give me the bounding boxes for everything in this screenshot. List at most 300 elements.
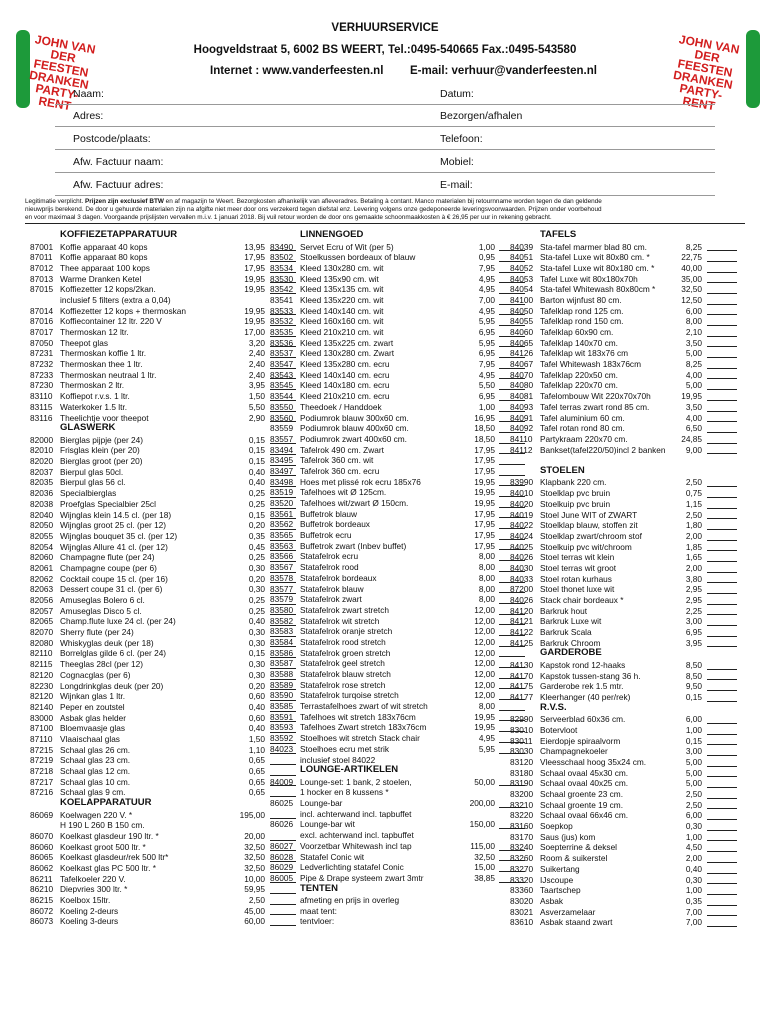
- quantity-field[interactable]: [707, 744, 737, 745]
- list-item: [270, 690, 530, 701]
- item-price: 3,80: [685, 573, 702, 584]
- item-description: Kleed 210x210 cm. wit: [300, 327, 384, 337]
- item-code: 83536: [270, 337, 294, 348]
- item-code: 82063: [30, 584, 54, 595]
- list-item: [270, 423, 530, 434]
- item-description: Statafelrok rose stretch: [300, 679, 386, 690]
- item-price: 13,95: [244, 241, 265, 252]
- quantity-field[interactable]: [707, 272, 737, 273]
- item-description: Tafelhoes Zwart stretch 183x76cm: [300, 722, 427, 733]
- list-item: [30, 648, 300, 659]
- item-price: 32,50: [474, 851, 495, 862]
- quantity-field[interactable]: [707, 346, 737, 347]
- item-description: Theelichtje voor theepot: [60, 412, 149, 423]
- item-price: 0,65: [248, 787, 265, 798]
- item-code: 84022: [510, 520, 534, 531]
- item-description: Kleed 140x140 cm. wit: [300, 305, 384, 316]
- item-description: Tafelklap 220x70 cm.: [540, 380, 618, 391]
- quantity-field[interactable]: [707, 787, 737, 788]
- list-item: [30, 595, 300, 606]
- quantity-field[interactable]: [707, 873, 737, 874]
- quantity-field[interactable]: [707, 282, 737, 283]
- quantity-field[interactable]: [707, 926, 737, 927]
- quantity-field[interactable]: [707, 646, 737, 647]
- quantity-field[interactable]: [707, 701, 737, 702]
- quantity-field[interactable]: [707, 561, 737, 562]
- item-description: Diepvries 300 ltr. *: [60, 884, 128, 895]
- item-code: 84055: [510, 316, 534, 327]
- list-item: [510, 563, 745, 574]
- item-description: Koffiezetter 12 kops + thermoskan: [60, 305, 186, 316]
- item-code: 83541: [270, 294, 294, 305]
- item-code: 84080: [510, 380, 534, 391]
- list-item: [30, 477, 300, 488]
- item-description: Eierdopje spiraalvorm: [540, 735, 621, 746]
- quantity-field[interactable]: [707, 293, 737, 294]
- item-code: 86005: [270, 872, 294, 883]
- item-description: Soepterrine & deksel: [540, 842, 618, 853]
- item-code: 82140: [30, 701, 54, 712]
- item-price: 0,20: [248, 573, 265, 584]
- quantity-field[interactable]: [707, 840, 737, 841]
- quantity-field[interactable]: [707, 636, 737, 637]
- item-description: Stoel terras wit klein: [540, 552, 615, 563]
- item-code: 84052: [510, 262, 534, 273]
- item-price: 2,50: [685, 509, 702, 520]
- list-item: [30, 488, 300, 499]
- list-item: [270, 477, 530, 488]
- item-description: Statafelrok rood stretch: [300, 636, 386, 647]
- item-price: 12,00: [474, 679, 495, 690]
- item-code: 87016: [30, 316, 54, 327]
- item-price: 6,95: [478, 327, 495, 337]
- item-code: 86029: [270, 862, 294, 873]
- item-description: Bloemvaasje glas: [60, 723, 126, 734]
- item-code: 82020: [30, 456, 54, 467]
- item-price: 12,00: [474, 658, 495, 669]
- item-description: Stoelklap zwart/chroom stof: [540, 530, 642, 541]
- item-price: 0,40: [248, 616, 265, 627]
- item-price: 17,95: [474, 519, 495, 530]
- quantity-field[interactable]: [707, 250, 737, 251]
- list-item: [510, 714, 745, 725]
- quantity-field[interactable]: [707, 378, 737, 379]
- item-code: 84120: [510, 605, 534, 616]
- list-item: [30, 916, 300, 927]
- quantity-field[interactable]: [707, 593, 737, 594]
- quantity-field[interactable]: [707, 508, 737, 509]
- quantity-field[interactable]: [707, 540, 737, 541]
- item-description: Tafel rotan rond 80 cm.: [540, 423, 625, 434]
- item-price: 7,95: [478, 359, 495, 370]
- item-description: Statafelrok zwart: [300, 594, 362, 605]
- item-price: 0,15: [685, 692, 702, 702]
- item-price: 1,15: [685, 498, 702, 509]
- item-description: Statafelrok oranje stretch: [300, 626, 393, 637]
- item-price: 17,95: [244, 252, 265, 263]
- list-item: [510, 488, 745, 499]
- item-description: Champagnekoeler: [540, 746, 608, 757]
- quantity-field[interactable]: [707, 336, 737, 337]
- list-item: [270, 605, 530, 616]
- item-description: Tafelklap 60x90 cm.: [540, 327, 614, 337]
- list-item: [270, 391, 530, 402]
- item-code: 86065: [30, 852, 54, 863]
- list-item: [270, 669, 530, 680]
- quantity-field[interactable]: [707, 625, 737, 626]
- item-price: 5,00: [685, 348, 702, 359]
- form-row-naam[interactable]: [55, 86, 715, 105]
- item-code: 83160: [510, 821, 534, 832]
- item-description: Kleed 135x220 cm. wit: [300, 294, 384, 305]
- list-item: [510, 584, 745, 595]
- item-description: Serveerblad 60x36 cm.: [540, 714, 626, 725]
- item-description: Ledverlichting statafel Conic: [300, 862, 404, 873]
- item-code: 82057: [30, 605, 54, 616]
- item-description: Klapbank 220 cm.: [540, 477, 607, 488]
- list-item: [510, 746, 745, 757]
- list-item: [30, 370, 300, 381]
- list-item: [270, 787, 530, 798]
- quantity-field[interactable]: [707, 497, 737, 498]
- quantity-field[interactable]: [707, 830, 737, 831]
- list-item: [270, 348, 530, 359]
- list-item: [30, 584, 300, 595]
- quantity-field[interactable]: [707, 862, 737, 863]
- item-price: 5,50: [248, 401, 265, 412]
- item-price: 0,30: [685, 874, 702, 885]
- item-price: 8,50: [685, 670, 702, 681]
- item-price: 19,95: [681, 391, 702, 402]
- item-code: 84009: [270, 776, 294, 787]
- item-price: 1,85: [685, 541, 702, 552]
- list-item: [270, 637, 530, 648]
- list-item: [510, 574, 745, 585]
- item-price: 17,00: [244, 327, 265, 337]
- list-item: [510, 338, 745, 349]
- item-code: 87232: [30, 359, 54, 370]
- item-code: 84050: [510, 305, 534, 316]
- list-item: [30, 306, 300, 317]
- list-item: [30, 435, 300, 446]
- item-price: 19,95: [474, 487, 495, 498]
- item-code: 83586: [270, 647, 294, 658]
- quantity-field[interactable]: [707, 734, 737, 735]
- list-item: [270, 433, 533, 445]
- item-description: Tafelklap wit 183x76 cm: [540, 348, 629, 359]
- item-description: Tafel Luxe wit 80x180x70h: [540, 273, 638, 284]
- item-price: 12,00: [474, 669, 495, 679]
- list-item: [30, 681, 300, 692]
- item-code: 83567: [270, 562, 294, 573]
- item-description: Lounge-bar: [300, 798, 343, 809]
- item-description: Lounge-set: 1 bank, 2 stoelen,: [300, 776, 412, 787]
- list-item: [510, 832, 745, 843]
- list-item: [270, 906, 530, 917]
- form-row-afw-naam[interactable]: [55, 154, 715, 173]
- list-item: [270, 402, 530, 413]
- list-item: [270, 895, 530, 906]
- item-code: 83490: [270, 241, 294, 252]
- quantity-field[interactable]: [707, 915, 737, 916]
- item-description: inclusief stoel 84022: [300, 754, 376, 765]
- item-description: Statafelrok blauw: [300, 583, 364, 594]
- item-code: 82070: [30, 627, 54, 638]
- item-code: 82062: [30, 573, 54, 584]
- item-price: 0,30: [248, 669, 265, 680]
- item-description: Koelkast groot 500 ltr. *: [60, 841, 146, 852]
- item-price: 3,50: [685, 401, 702, 412]
- quantity-field[interactable]: [707, 314, 737, 315]
- item-price: 0,65: [248, 776, 265, 787]
- item-price: 38,85: [474, 872, 495, 883]
- item-price: 9,00: [685, 444, 702, 455]
- item-description: Koelbox 15ltr.: [60, 895, 111, 906]
- item-code: 83565: [270, 530, 294, 541]
- list-item: [270, 573, 530, 584]
- item-price: 8,00: [478, 562, 495, 573]
- quantity-field[interactable]: [707, 766, 737, 767]
- item-description: Podiumrok blauw 400x60 cm.: [300, 423, 409, 434]
- item-description: excl. achterwand incl. tapbuffet: [300, 830, 414, 841]
- list-item: [510, 295, 745, 306]
- quantity-field[interactable]: [707, 894, 737, 895]
- item-price: 150,00: [469, 819, 495, 830]
- quantity-field[interactable]: [707, 614, 737, 615]
- section-heading: TENTEN: [300, 882, 338, 894]
- item-code: 83502: [270, 252, 294, 263]
- item-price: 4,00: [685, 412, 702, 423]
- item-code: 82040: [30, 509, 54, 520]
- quantity-field[interactable]: [707, 400, 737, 401]
- list-item: [510, 316, 745, 327]
- list-item: [510, 402, 745, 413]
- item-description: Stoel June WIT of ZWART: [540, 509, 638, 520]
- list-item: [30, 777, 300, 788]
- item-code: 83610: [510, 917, 534, 928]
- quantity-field[interactable]: [707, 304, 737, 305]
- item-description: Statafelrok geel stretch: [300, 658, 385, 669]
- item-price: 19,95: [474, 711, 495, 722]
- item-price: 8,25: [685, 241, 702, 252]
- list-item: [510, 445, 745, 456]
- item-price: 0,65: [248, 755, 265, 766]
- item-price: 6,95: [478, 391, 495, 402]
- list-item: [30, 563, 300, 574]
- item-description: Thermoskan 2 ltr.: [60, 380, 125, 391]
- item-code: 83030: [510, 746, 534, 757]
- item-code: 82120: [30, 691, 54, 702]
- quantity-field[interactable]: [707, 453, 737, 454]
- item-description: Tafelrok 360 cm. wit: [300, 455, 374, 466]
- item-description: Taartschep: [540, 885, 581, 896]
- item-price: 1,65: [685, 552, 702, 563]
- quantity-field[interactable]: [707, 604, 737, 605]
- item-code: 87219: [30, 755, 54, 766]
- item-description: Tafelklap rond 150 cm.: [540, 316, 624, 327]
- quantity-field[interactable]: [707, 443, 737, 444]
- quantity-field[interactable]: [707, 883, 737, 884]
- item-code: 83563: [270, 540, 294, 551]
- item-price: 0,40: [248, 477, 265, 488]
- item-description: Statafelrok wit stretch: [300, 615, 380, 626]
- item-description: Statafelrok bordeaux: [300, 572, 377, 583]
- item-code: 87200: [510, 584, 534, 595]
- form-row-afw-adres[interactable]: [55, 177, 715, 196]
- item-code: 84091: [510, 412, 534, 423]
- item-code: 83590: [270, 690, 294, 701]
- item-price: 12,00: [474, 615, 495, 626]
- item-price: 1,10: [248, 744, 265, 755]
- quantity-field[interactable]: [707, 723, 737, 724]
- quantity-field[interactable]: [707, 798, 737, 799]
- item-description: Koeling 2-deurs: [60, 905, 119, 916]
- item-description: Koffiecontainer 12 ltr. 220 V: [60, 316, 162, 327]
- item-price: 1,00: [685, 885, 702, 896]
- item-price: 2,95: [685, 595, 702, 605]
- item-price: 2,40: [248, 359, 265, 370]
- item-price: 16,95: [474, 412, 495, 423]
- item-price: 7,95: [478, 262, 495, 273]
- item-code: 83200: [510, 789, 534, 799]
- list-item: [30, 702, 300, 713]
- quantity-field[interactable]: [707, 776, 737, 777]
- item-code: 84025: [510, 541, 534, 552]
- quantity-field[interactable]: [707, 679, 737, 680]
- item-price: 7,00: [478, 294, 495, 305]
- quantity-field[interactable]: [707, 582, 737, 583]
- item-code: 83543: [270, 369, 294, 380]
- item-description: Sta-tafel Luxe wit 80x80 cm. *: [540, 252, 650, 263]
- quantity-field[interactable]: [707, 669, 737, 670]
- list-item: [270, 551, 530, 562]
- item-description: Bierglas groot (per 20): [60, 456, 143, 467]
- item-description: Thee apparaat 100 kops: [60, 262, 150, 273]
- list-item: [510, 725, 745, 736]
- item-description: Statafelrok blauw stretch: [300, 669, 391, 679]
- quantity-field[interactable]: [707, 421, 737, 422]
- list-item: [30, 467, 300, 478]
- item-description: Tafelklap 140x70 cm.: [540, 337, 618, 348]
- item-description: Botervloot: [540, 724, 578, 735]
- quantity-field[interactable]: [707, 518, 737, 519]
- item-code: 84177: [510, 692, 534, 702]
- list-item: [510, 606, 745, 617]
- item-price: 32,50: [244, 863, 265, 873]
- item-price: 0,40: [685, 863, 702, 874]
- item-code: 82010: [30, 445, 54, 456]
- item-price: 8,50: [685, 659, 702, 670]
- list-item: [30, 842, 300, 853]
- item-code: 84130: [510, 659, 534, 670]
- quantity-field[interactable]: [707, 808, 737, 809]
- item-price: 0,65: [248, 766, 265, 776]
- list-item: [270, 487, 530, 498]
- quantity-field[interactable]: [707, 572, 737, 573]
- item-code: 87215: [30, 744, 54, 755]
- item-description: Kleed 130x280 cm. wit: [300, 262, 384, 273]
- item-description: Asverzamelaar: [540, 906, 596, 917]
- item-code: 87013: [30, 273, 54, 284]
- list-item: [270, 295, 530, 306]
- item-description: Theedoek / Handdoek: [300, 401, 382, 412]
- logo-text: JOHN VAN DER FEESTEN DRANKEN PARTY-RENT: [672, 32, 741, 114]
- item-code: 87216: [30, 787, 54, 798]
- quantity-field[interactable]: [707, 690, 737, 691]
- item-description: Koelkast glasdeur 190 ltr. *: [60, 830, 159, 841]
- form-row-postcode[interactable]: [55, 131, 715, 150]
- quantity-field[interactable]: [707, 755, 737, 756]
- list-item: [510, 252, 745, 263]
- item-price: 0,40: [248, 701, 265, 712]
- item-code: 83588: [270, 669, 294, 679]
- list-item: [270, 584, 530, 595]
- item-description: Stoelkussen bordeaux of blauw: [300, 252, 416, 263]
- item-description: Thermoskan thee 1 ltr.: [60, 359, 143, 370]
- item-description: Schaal glas 10 cm.: [60, 776, 131, 787]
- quantity-field[interactable]: [707, 357, 737, 358]
- quantity-field[interactable]: [707, 905, 737, 906]
- quantity-field[interactable]: [707, 432, 737, 433]
- item-code: 83534: [270, 262, 294, 273]
- item-description: Kleerhanger (40 per/rek): [540, 692, 631, 702]
- price-column-1: [30, 230, 300, 927]
- item-description: Servet Ecru of Wit (per 5): [300, 241, 394, 252]
- item-description: Bierpul glas 50cl.: [60, 466, 124, 477]
- section-heading: KOELAPPARATUUR: [60, 797, 152, 809]
- item-price: 5,00: [685, 756, 702, 767]
- list-item: [510, 274, 745, 285]
- item-description: Barkruk Luxe wit: [540, 616, 602, 627]
- quantity-field[interactable]: [707, 529, 737, 530]
- item-price: 20,00: [244, 830, 265, 841]
- item-code: 83180: [510, 767, 534, 778]
- item-description: Voorzetbar Whitewash incl tap: [300, 840, 412, 851]
- list-item: [30, 252, 300, 263]
- form-row-adres[interactable]: [55, 108, 715, 127]
- item-description: Tafelhoes wit/zwart Ø 150cm.: [300, 498, 409, 508]
- list-item: [270, 722, 530, 733]
- quantity-field[interactable]: [707, 819, 737, 820]
- quantity-field[interactable]: [707, 368, 737, 369]
- item-code: 86210: [30, 884, 54, 895]
- list-item: [510, 864, 745, 875]
- list-item: [270, 798, 530, 809]
- item-code: 82000: [30, 434, 54, 445]
- item-description: Bierglas pijpje (per 24): [60, 434, 144, 445]
- quantity-field[interactable]: [707, 851, 737, 852]
- quantity-field[interactable]: [707, 411, 737, 412]
- item-code: 83270: [510, 863, 534, 874]
- item-description: Thermoskan neutraal 1 ltr.: [60, 369, 157, 380]
- item-price: 17,95: [474, 508, 495, 519]
- quantity-field[interactable]: [707, 389, 737, 390]
- quantity-field[interactable]: [707, 550, 737, 551]
- quantity-field[interactable]: [707, 325, 737, 326]
- list-item: [270, 455, 530, 466]
- item-code: 87001: [30, 241, 54, 252]
- item-price: 2,40: [248, 369, 265, 380]
- list-item: [30, 338, 300, 349]
- item-code: 84065: [510, 337, 534, 348]
- item-code: 87110: [30, 733, 53, 744]
- section-heading: LOUNGE-ARTIKELEN: [300, 764, 399, 776]
- item-price: 3,95: [248, 380, 265, 391]
- quantity-field[interactable]: [707, 486, 737, 487]
- item-code: 82054: [30, 541, 54, 552]
- item-code: 83021: [510, 906, 534, 917]
- quantity-field[interactable]: [707, 261, 737, 262]
